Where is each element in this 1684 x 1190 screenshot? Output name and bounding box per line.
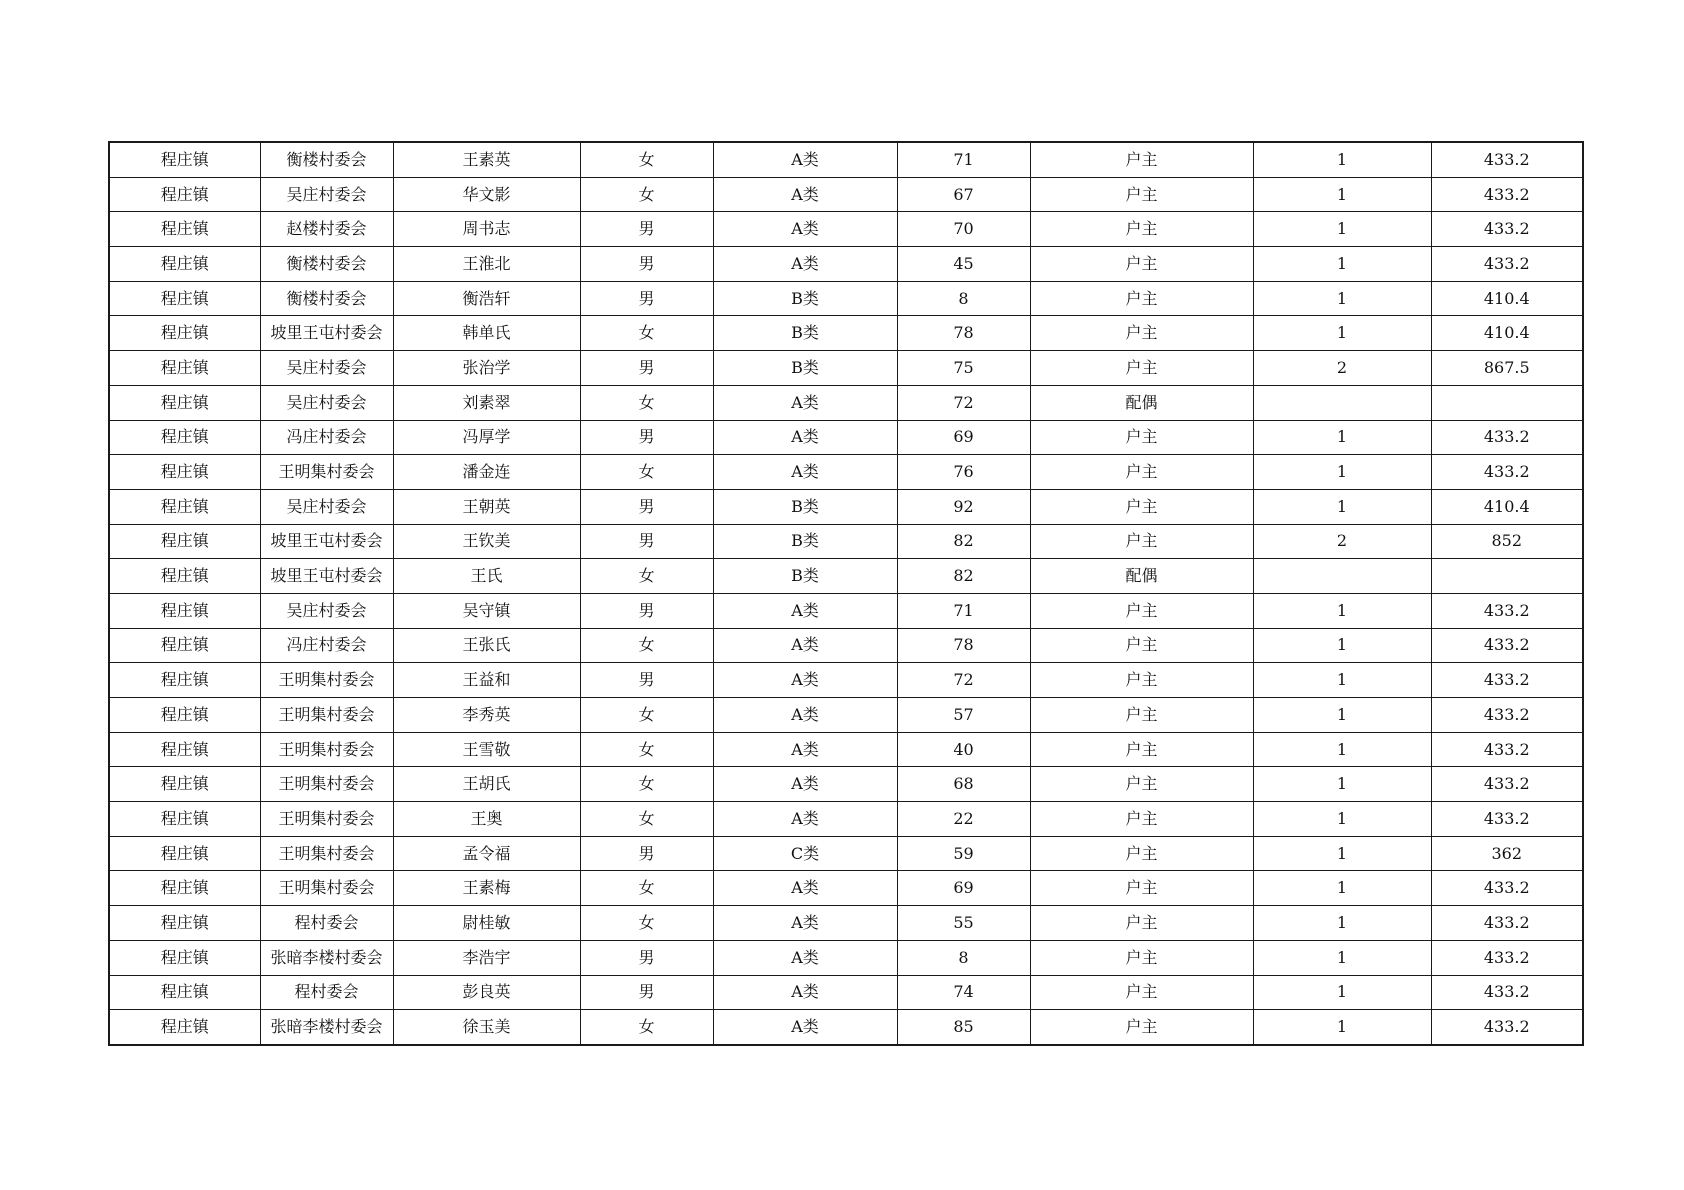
town-cell: 程庄镇 [109, 559, 260, 594]
household-count-cell: 1 [1253, 767, 1431, 802]
town-cell: 程庄镇 [109, 767, 260, 802]
name-cell: 彭良英 [393, 975, 580, 1010]
town-cell: 程庄镇 [109, 247, 260, 282]
relation-cell: 户主 [1030, 593, 1253, 628]
gender-cell: 男 [580, 663, 713, 698]
gender-cell: 男 [580, 489, 713, 524]
age-cell: 8 [897, 281, 1030, 316]
gender-cell: 女 [580, 177, 713, 212]
household-count-cell: 1 [1253, 212, 1431, 247]
gender-cell: 女 [580, 802, 713, 837]
category-cell: C类 [713, 836, 897, 871]
relation-cell: 户主 [1030, 975, 1253, 1010]
relation-cell: 户主 [1030, 212, 1253, 247]
category-cell: A类 [713, 1010, 897, 1045]
relation-cell: 户主 [1030, 663, 1253, 698]
amount-cell: 433.2 [1431, 420, 1583, 455]
age-cell: 55 [897, 906, 1030, 941]
table-row [109, 385, 1583, 420]
village-committee-cell: 冯庄村委会 [260, 420, 393, 455]
village-committee-cell: 王明集村委会 [260, 698, 393, 733]
name-cell: 尉桂敏 [393, 906, 580, 941]
household-count-cell [1253, 385, 1431, 420]
age-cell: 45 [897, 247, 1030, 282]
category-cell: B类 [713, 524, 897, 559]
town-cell: 程庄镇 [109, 385, 260, 420]
village-committee-cell: 程村委会 [260, 975, 393, 1010]
relation-cell: 户主 [1030, 871, 1253, 906]
name-cell: 王益和 [393, 663, 580, 698]
relation-cell: 户主 [1030, 767, 1253, 802]
name-cell: 王素梅 [393, 871, 580, 906]
table-row [109, 142, 1583, 177]
age-cell: 78 [897, 628, 1030, 663]
category-cell: A类 [713, 906, 897, 941]
name-cell: 衡浩轩 [393, 281, 580, 316]
age-cell: 67 [897, 177, 1030, 212]
category-cell: B类 [713, 281, 897, 316]
relation-cell: 户主 [1030, 1010, 1253, 1045]
household-count-cell: 1 [1253, 698, 1431, 733]
table-row [109, 559, 1583, 594]
category-cell: A类 [713, 698, 897, 733]
household-count-cell: 2 [1253, 351, 1431, 386]
amount-cell: 433.2 [1431, 142, 1583, 177]
village-committee-cell: 衡楼村委会 [260, 247, 393, 282]
gender-cell: 女 [580, 698, 713, 733]
village-committee-cell: 吴庄村委会 [260, 385, 393, 420]
name-cell: 王张氏 [393, 628, 580, 663]
village-committee-cell: 冯庄村委会 [260, 628, 393, 663]
amount-cell: 867.5 [1431, 351, 1583, 386]
relation-cell: 户主 [1030, 524, 1253, 559]
relation-cell: 户主 [1030, 802, 1253, 837]
age-cell: 71 [897, 593, 1030, 628]
town-cell: 程庄镇 [109, 940, 260, 975]
village-committee-cell: 衡楼村委会 [260, 281, 393, 316]
gender-cell: 女 [580, 385, 713, 420]
household-count-cell: 1 [1253, 940, 1431, 975]
town-cell: 程庄镇 [109, 142, 260, 177]
household-count-cell: 1 [1253, 975, 1431, 1010]
gender-cell: 男 [580, 247, 713, 282]
category-cell: A类 [713, 142, 897, 177]
age-cell: 72 [897, 663, 1030, 698]
amount-cell: 410.4 [1431, 316, 1583, 351]
gender-cell: 女 [580, 142, 713, 177]
name-cell: 潘金连 [393, 455, 580, 490]
category-cell: B类 [713, 559, 897, 594]
relation-cell: 户主 [1030, 351, 1253, 386]
name-cell: 张治学 [393, 351, 580, 386]
relation-cell: 户主 [1030, 940, 1253, 975]
name-cell: 华文影 [393, 177, 580, 212]
name-cell: 王胡氏 [393, 767, 580, 802]
household-count-cell: 1 [1253, 802, 1431, 837]
gender-cell: 女 [580, 628, 713, 663]
gender-cell: 男 [580, 975, 713, 1010]
amount-cell: 433.2 [1431, 177, 1583, 212]
gender-cell: 女 [580, 906, 713, 941]
town-cell: 程庄镇 [109, 871, 260, 906]
table-row [109, 247, 1583, 282]
amount-cell: 433.2 [1431, 455, 1583, 490]
age-cell: 75 [897, 351, 1030, 386]
gender-cell: 男 [580, 836, 713, 871]
category-cell: A类 [713, 767, 897, 802]
name-cell: 王氏 [393, 559, 580, 594]
age-cell: 71 [897, 142, 1030, 177]
gender-cell: 男 [580, 281, 713, 316]
gender-cell: 男 [580, 212, 713, 247]
category-cell: A类 [713, 871, 897, 906]
relation-cell: 户主 [1030, 247, 1253, 282]
gender-cell: 男 [580, 593, 713, 628]
village-committee-cell: 王明集村委会 [260, 802, 393, 837]
relation-cell: 户主 [1030, 698, 1253, 733]
household-count-cell: 1 [1253, 871, 1431, 906]
household-count-cell: 1 [1253, 142, 1431, 177]
household-count-cell: 1 [1253, 628, 1431, 663]
name-cell: 李秀英 [393, 698, 580, 733]
village-committee-cell: 张暗李楼村委会 [260, 1010, 393, 1045]
category-cell: A类 [713, 455, 897, 490]
gender-cell: 男 [580, 420, 713, 455]
gender-cell: 女 [580, 316, 713, 351]
table-row [109, 524, 1583, 559]
table-row [109, 281, 1583, 316]
name-cell: 韩单氏 [393, 316, 580, 351]
amount-cell: 433.2 [1431, 247, 1583, 282]
table-row [109, 871, 1583, 906]
village-committee-cell: 王明集村委会 [260, 836, 393, 871]
town-cell: 程庄镇 [109, 906, 260, 941]
table-row [109, 940, 1583, 975]
category-cell: A类 [713, 385, 897, 420]
household-count-cell: 1 [1253, 836, 1431, 871]
name-cell: 王素英 [393, 142, 580, 177]
gender-cell: 男 [580, 524, 713, 559]
amount-cell [1431, 559, 1583, 594]
gender-cell: 男 [580, 351, 713, 386]
town-cell: 程庄镇 [109, 455, 260, 490]
household-count-cell: 1 [1253, 663, 1431, 698]
age-cell: 40 [897, 732, 1030, 767]
amount-cell: 433.2 [1431, 698, 1583, 733]
table-row [109, 420, 1583, 455]
amount-cell: 433.2 [1431, 628, 1583, 663]
town-cell: 程庄镇 [109, 212, 260, 247]
table-row [109, 975, 1583, 1010]
relation-cell: 户主 [1030, 455, 1253, 490]
name-cell: 孟令福 [393, 836, 580, 871]
age-cell: 82 [897, 559, 1030, 594]
town-cell: 程庄镇 [109, 663, 260, 698]
amount-cell: 433.2 [1431, 732, 1583, 767]
amount-cell: 433.2 [1431, 940, 1583, 975]
town-cell: 程庄镇 [109, 524, 260, 559]
roster-body [109, 142, 1583, 1045]
age-cell: 59 [897, 836, 1030, 871]
age-cell: 92 [897, 489, 1030, 524]
town-cell: 程庄镇 [109, 593, 260, 628]
town-cell: 程庄镇 [109, 802, 260, 837]
name-cell: 刘素翠 [393, 385, 580, 420]
village-committee-cell: 王明集村委会 [260, 455, 393, 490]
village-committee-cell: 坡里王屯村委会 [260, 559, 393, 594]
town-cell: 程庄镇 [109, 489, 260, 524]
table-row [109, 732, 1583, 767]
name-cell: 徐玉美 [393, 1010, 580, 1045]
name-cell: 王钦美 [393, 524, 580, 559]
amount-cell [1431, 385, 1583, 420]
table-row [109, 906, 1583, 941]
gender-cell: 女 [580, 732, 713, 767]
village-committee-cell: 王明集村委会 [260, 732, 393, 767]
relation-cell: 户主 [1030, 177, 1253, 212]
age-cell: 68 [897, 767, 1030, 802]
town-cell: 程庄镇 [109, 351, 260, 386]
town-cell: 程庄镇 [109, 1010, 260, 1045]
gender-cell: 男 [580, 940, 713, 975]
relation-cell: 户主 [1030, 906, 1253, 941]
relation-cell: 户主 [1030, 316, 1253, 351]
town-cell: 程庄镇 [109, 836, 260, 871]
table-row [109, 212, 1583, 247]
amount-cell: 433.2 [1431, 871, 1583, 906]
amount-cell: 433.2 [1431, 767, 1583, 802]
age-cell: 69 [897, 420, 1030, 455]
category-cell: A类 [713, 593, 897, 628]
village-committee-cell: 王明集村委会 [260, 663, 393, 698]
age-cell: 72 [897, 385, 1030, 420]
category-cell: A类 [713, 247, 897, 282]
village-committee-cell: 坡里王屯村委会 [260, 316, 393, 351]
household-count-cell [1253, 559, 1431, 594]
table-row [109, 316, 1583, 351]
table-row [109, 455, 1583, 490]
age-cell: 22 [897, 802, 1030, 837]
household-count-cell: 1 [1253, 281, 1431, 316]
town-cell: 程庄镇 [109, 732, 260, 767]
gender-cell: 女 [580, 1010, 713, 1045]
relation-cell: 户主 [1030, 628, 1253, 663]
amount-cell: 433.2 [1431, 906, 1583, 941]
table-row [109, 489, 1583, 524]
category-cell: A类 [713, 975, 897, 1010]
household-count-cell: 1 [1253, 420, 1431, 455]
village-committee-cell: 吴庄村委会 [260, 177, 393, 212]
category-cell: A类 [713, 177, 897, 212]
relation-cell: 户主 [1030, 489, 1253, 524]
amount-cell: 433.2 [1431, 975, 1583, 1010]
village-committee-cell: 衡楼村委会 [260, 142, 393, 177]
table-row [109, 628, 1583, 663]
household-count-cell: 1 [1253, 455, 1431, 490]
village-committee-cell: 吴庄村委会 [260, 489, 393, 524]
relation-cell: 户主 [1030, 281, 1253, 316]
household-count-cell: 1 [1253, 247, 1431, 282]
gender-cell: 女 [580, 871, 713, 906]
gender-cell: 女 [580, 767, 713, 802]
amount-cell: 433.2 [1431, 593, 1583, 628]
age-cell: 74 [897, 975, 1030, 1010]
category-cell: A类 [713, 628, 897, 663]
age-cell: 57 [897, 698, 1030, 733]
village-committee-cell: 张暗李楼村委会 [260, 940, 393, 975]
age-cell: 82 [897, 524, 1030, 559]
name-cell: 冯厚学 [393, 420, 580, 455]
relation-cell: 户主 [1030, 420, 1253, 455]
category-cell: A类 [713, 420, 897, 455]
town-cell: 程庄镇 [109, 177, 260, 212]
village-committee-cell: 吴庄村委会 [260, 351, 393, 386]
table-row [109, 351, 1583, 386]
gender-cell: 女 [580, 559, 713, 594]
village-committee-cell: 吴庄村委会 [260, 593, 393, 628]
town-cell: 程庄镇 [109, 281, 260, 316]
category-cell: A类 [713, 212, 897, 247]
table-row [109, 767, 1583, 802]
category-cell: A类 [713, 663, 897, 698]
name-cell: 王雪敬 [393, 732, 580, 767]
relation-cell: 户主 [1030, 142, 1253, 177]
amount-cell: 433.2 [1431, 1010, 1583, 1045]
relation-cell: 户主 [1030, 836, 1253, 871]
town-cell: 程庄镇 [109, 698, 260, 733]
town-cell: 程庄镇 [109, 628, 260, 663]
name-cell: 李浩宇 [393, 940, 580, 975]
amount-cell: 433.2 [1431, 802, 1583, 837]
category-cell: A类 [713, 802, 897, 837]
table-row [109, 698, 1583, 733]
amount-cell: 410.4 [1431, 489, 1583, 524]
table-row [109, 1010, 1583, 1045]
town-cell: 程庄镇 [109, 316, 260, 351]
household-count-cell: 1 [1253, 906, 1431, 941]
table-row [109, 836, 1583, 871]
roster-table [108, 141, 1584, 1046]
household-count-cell: 1 [1253, 732, 1431, 767]
household-count-cell: 1 [1253, 593, 1431, 628]
household-count-cell: 1 [1253, 316, 1431, 351]
category-cell: B类 [713, 489, 897, 524]
amount-cell: 410.4 [1431, 281, 1583, 316]
amount-cell: 433.2 [1431, 663, 1583, 698]
table-row [109, 177, 1583, 212]
category-cell: B类 [713, 316, 897, 351]
age-cell: 70 [897, 212, 1030, 247]
name-cell: 周书志 [393, 212, 580, 247]
amount-cell: 362 [1431, 836, 1583, 871]
village-committee-cell: 王明集村委会 [260, 871, 393, 906]
town-cell: 程庄镇 [109, 420, 260, 455]
category-cell: A类 [713, 732, 897, 767]
name-cell: 吴守镇 [393, 593, 580, 628]
village-committee-cell: 赵楼村委会 [260, 212, 393, 247]
table-row [109, 593, 1583, 628]
relation-cell: 户主 [1030, 732, 1253, 767]
category-cell: B类 [713, 351, 897, 386]
name-cell: 王朝英 [393, 489, 580, 524]
age-cell: 8 [897, 940, 1030, 975]
age-cell: 85 [897, 1010, 1030, 1045]
name-cell: 王奥 [393, 802, 580, 837]
household-count-cell: 1 [1253, 489, 1431, 524]
gender-cell: 女 [580, 455, 713, 490]
amount-cell: 852 [1431, 524, 1583, 559]
relation-cell: 配偶 [1030, 559, 1253, 594]
household-count-cell: 1 [1253, 177, 1431, 212]
village-committee-cell: 程村委会 [260, 906, 393, 941]
household-count-cell: 1 [1253, 1010, 1431, 1045]
town-cell: 程庄镇 [109, 975, 260, 1010]
category-cell: A类 [713, 940, 897, 975]
relation-cell: 配偶 [1030, 385, 1253, 420]
amount-cell: 433.2 [1431, 212, 1583, 247]
household-count-cell: 2 [1253, 524, 1431, 559]
table-row [109, 802, 1583, 837]
age-cell: 78 [897, 316, 1030, 351]
name-cell: 王淮北 [393, 247, 580, 282]
age-cell: 69 [897, 871, 1030, 906]
village-committee-cell: 王明集村委会 [260, 767, 393, 802]
age-cell: 76 [897, 455, 1030, 490]
table-row [109, 663, 1583, 698]
village-committee-cell: 坡里王屯村委会 [260, 524, 393, 559]
